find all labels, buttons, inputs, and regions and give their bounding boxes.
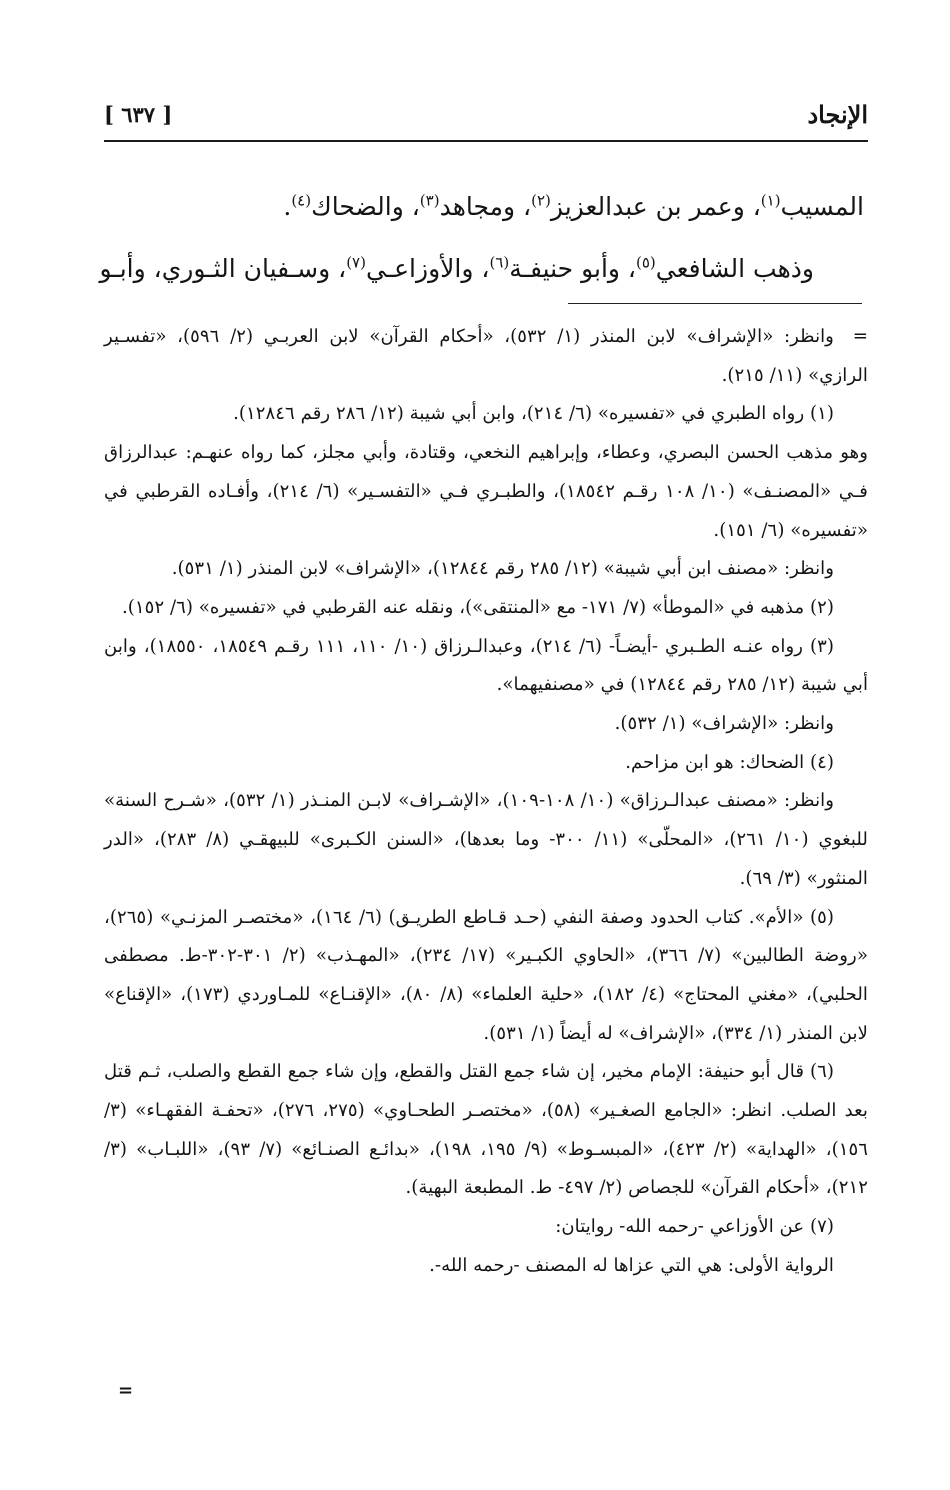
page-header bbox=[104, 96, 868, 142]
text-segment: ، وعمر بن عبدالعزيز bbox=[550, 192, 761, 221]
footnote-7-paragraph: الرواية الأولى: هي التي عزاها له المصنف -رحمه الله-. bbox=[429, 1254, 834, 1276]
continuation-marker: = bbox=[852, 326, 868, 347]
footnote-5: (٥) «الأم». كتاب الحدود وصفة النفي (حـد قـاطع الطريـق) (٦/ ١٦٤)، «مختصـر المزنـي» (٢٦٥)، «روضة الطالبين» (٧/ ٣٦٦)، «الحاوي الكبـير» (١٧/ ٢٣٤)، «المهـذب» (٢/ ٣٠١-٣٠٢-ط. مصطفى الحلبي)، «مغني المحتاج» (٤/ ١٨٢)، «حلية العلماء» (٨/ ٨٠)، «الإقنـاع» للمـاوردي (١٧٣)، «الإقناع» لابن المنذر (١/ ٣٣٤)، «الإشراف» له أيضاً (١/ ٥٣١). bbox=[104, 906, 868, 1044]
page-number: [ ٦٣٧ ] bbox=[104, 102, 173, 127]
text-segment: ، وأبو حنيفـة bbox=[509, 254, 636, 283]
text-segment: ، وسـفيان الثـوري، وأبـو bbox=[99, 254, 347, 283]
text-segment: وذهب الشافعي bbox=[655, 254, 814, 283]
continuation-end-marker: = bbox=[118, 1380, 134, 1401]
footnotes-section bbox=[104, 318, 868, 1286]
footnote-continuation-text: وانظر: «الإشراف» لابن المنذر (١/ ٥٣٢)، «أحكام القرآن» لابن العربـي (٢/ ٥٩٦)، «تفسـير الرازي» (١١/ ٢١٥). bbox=[104, 326, 868, 386]
main-text-line-1 bbox=[102, 176, 866, 238]
footnote-continuation bbox=[104, 318, 868, 395]
footnote-ref-6[interactable]: (٦) bbox=[489, 253, 510, 272]
footnote-4-paragraph: وانظر: «مصنف عبدالـرزاق» (١٠/ ١٠٨-١٠٩)، «الإشـراف» لابـن المنـذر (١/ ٥٣٢)، «شـرح السنة» للبغوي (١٠/ ٢٦١)، «المحلّى» (١١/ ٣٠٠- وما بعدها)، «السنن الكـبرى» للبيهقـي (٨/ ٢٨٣)، «الدر المنثور» (٣/ ٦٩). bbox=[104, 790, 868, 889]
footnote-3-paragraph: وانظر: «الإشراف» (١/ ٥٣٢). bbox=[614, 713, 834, 735]
footnote-1: (١) رواه الطبري في «تفسيره» (٦/ ٢١٤)، وابن أبي شيبة (١٢/ ٢٨٦ رقم ١٢٨٤٦). bbox=[233, 403, 834, 425]
text-segment: ، والضحاك bbox=[311, 192, 420, 221]
footnote-1-paragraph: وانظر: «مصنف ابن أبي شيبة» (١٢/ ٢٨٥ رقم ١٢٨٤٤)، «الإشراف» لابن المنذر (١/ ٥٣١). bbox=[171, 558, 834, 580]
main-text bbox=[99, 176, 866, 300]
footnote-ref-2[interactable]: (٢) bbox=[531, 191, 551, 210]
footnote-1-paragraph: وهو مذهب الحسن البصري، وعطاء، وإبراهيم النخعي، وقتادة، وأبي مجلز، كما رواه عنهـم: عبدالرزاق فـي «المصنـف» (١٠/ ١٠٨ رقـم ١٨٥٤٢)، والطبـري فـي «التفسـير» (٦/ ٢١٤)، وأفـاده القرطبي في «تفسيره» (٦/ ١٥١). bbox=[104, 442, 868, 541]
text-segment: ، والأوزاعـي bbox=[365, 254, 490, 283]
footnote-6: (٦) قال أبو حنيفة: الإمام مخير، إن شاء جمع القتل والقطع، وإن شاء جمع القطع والصلب، ثـم قتل بعد الصلب. انظر: «الجامع الصغـير» (٥٨)، «مختصـر الطحـاوي» (٢٧٥، ٢٧٦)، «تحفـة الفقهـاء» (٣/ ١٥٦)، «الهداية» (٢/ ٤٢٣)، «المبسـوط» (٩/ ١٩٥، ١٩٨)، «بدائـع الصنـائع» (٧/ ٩٣)، «اللبـاب» (٣/ ٢١٢)، «أحكام القرآن» للجصاص (٢/ ٤٩٧- ط. المطبعة البهية). bbox=[104, 1061, 868, 1199]
text-segment: المسيب bbox=[780, 192, 864, 221]
main-text-line-2 bbox=[99, 238, 866, 300]
footnote-4: (٤) الضحاك: هو ابن مزاحم. bbox=[625, 751, 834, 773]
text-segment: . bbox=[283, 192, 292, 221]
text-segment: ، ومجاهد bbox=[439, 192, 532, 221]
footnote-ref-4[interactable]: (٤) bbox=[291, 191, 312, 210]
footnote-ref-1[interactable]: (١) bbox=[760, 191, 781, 210]
footnote-ref-7[interactable]: (٧) bbox=[346, 253, 366, 272]
footnote-separator bbox=[568, 303, 862, 304]
running-title: الإنجاد bbox=[807, 100, 868, 129]
footnote-ref-3[interactable]: (٣) bbox=[419, 191, 440, 210]
footnote-7: (٧) عن الأوزاعي -رحمه الله- روايتان: bbox=[555, 1216, 834, 1238]
footnote-ref-5[interactable]: (٥) bbox=[636, 253, 656, 272]
footnote-2: (٢) مذهبه في «الموطأ» (٧/ ١٧١- مع «المنتقى»)، ونقله عنه القرطبي في «تفسيره» (٦/ ١٥٢). bbox=[122, 596, 834, 618]
footnote-3: (٣) رواه عنـه الطـبري -أيضـاً- (٦/ ٢١٤)، وعبدالـرزاق (١٠/ ١١٠، ١١١ رقـم ١٨٥٤٩، ١٨٥٥٠)، وابن أبي شيبة (١٢/ ٢٨٥ رقم ١٢٨٤٤) في «مصنفيهما». bbox=[104, 635, 868, 696]
